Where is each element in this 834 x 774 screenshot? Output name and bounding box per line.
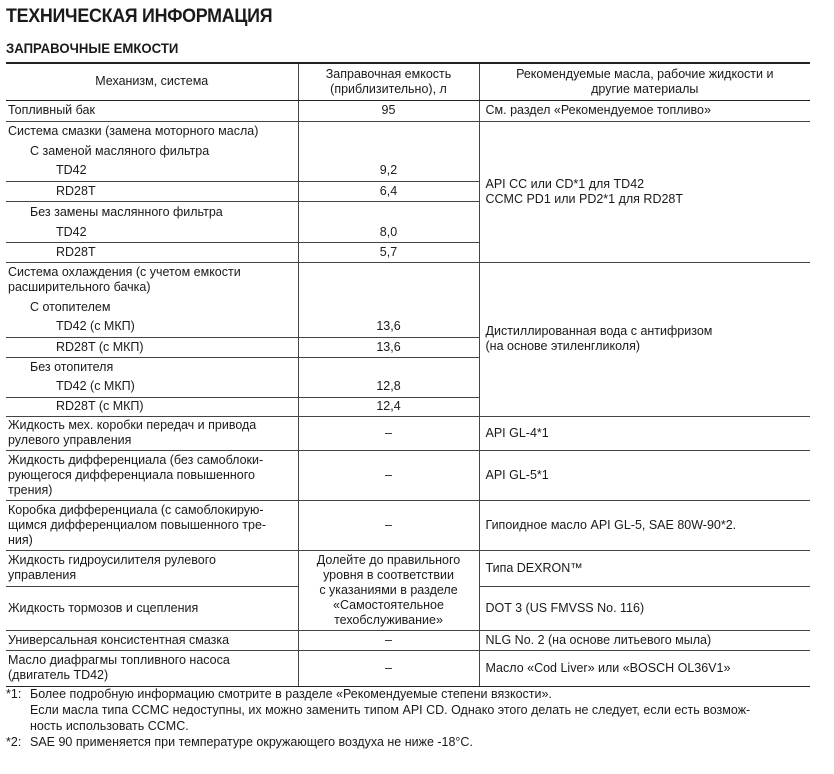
engine-label: RD28T [6,242,298,262]
differential-label: Жидкость дифференциала (без самоблоки- рующегося дифференциала повышенного трения) [6,450,298,500]
power-steering-label: Жидкость гидроусилителя рулевого управления [6,550,298,586]
grease-value: – [298,630,479,650]
lubrication-recommended: API CC или CD*1 для TD42 CCMC PD1 или PD2*1 для RD28T [479,121,810,262]
differential-value: – [298,450,479,500]
footnote-1 [6,686,821,734]
footnote-1-line: ность использовать CCMC. [30,719,189,733]
table-row [6,262,810,298]
capacity-value: 12,4 [298,397,479,416]
cooling-recommended: Дистиллированная вода с антифризом (на основе этиленгликоля) [479,262,810,416]
section-title: ЗАПРАВОЧНЫЕ ЕМКОСТИ [6,40,179,56]
cooling-with-heater: С отопителем [30,300,111,314]
engine-label: RD28T (с МКП) [6,397,298,416]
fuel-value: 95 [298,100,479,121]
fuel-label: Топливный бак [6,100,298,121]
capacity-value: 13,6 [298,337,479,357]
capacity-value: 6,4 [298,181,479,201]
cooling-without-heater: Без отопителя [30,359,114,374]
footnote-2-mark: *2: [6,735,22,749]
differential-recommended: API GL-5*1 [479,450,810,500]
lubrication-with-filter: С заменой масляного фильтра [30,143,210,158]
capacity-value: 12,8 [298,377,479,397]
footnote-1-mark: *1: [6,687,22,701]
footnote-1-line: Если масла типа CCMC недоступны, их можно заменить типом API CD. Однако этого делать не следует, если есть возмож- [30,703,751,717]
engine-label: TD42 (с МКП) [6,317,298,337]
lsd-value: – [298,500,479,550]
capacity-value: 8,0 [298,223,479,242]
lubrication-without-filter: Без замены маслянного фильтра [30,204,223,219]
table-row [6,121,810,141]
diaphragm-value: – [298,650,479,686]
lsd-label: Коробка дифференциала (с самоблокирую- щимся дифференциалом повышенного тре- ния) [6,500,298,550]
table-row [6,550,810,586]
table-row [6,450,810,500]
lsd-recommended: Гипоидное масло API GL-5, SAE 80W-90*2. [479,500,810,550]
capacity-value: 13,6 [298,317,479,337]
table-row [6,416,810,450]
header-mechanism: Механизм, система [6,64,298,100]
steering-brakes-capacity: Долейте до правильного уровня в соответствии с указаниями в разделе «Самостоятельное техобслуживание» [298,550,479,630]
footnote-2 [6,734,821,750]
cooling-label: Система охлаждения (с учетом емкости расширительного бачка) [8,265,241,295]
diaphragm-recommended: Масло «Cod Liver» или «BOSCH OL36V1» [479,650,810,686]
engine-label: TD42 (с МКП) [6,377,298,397]
table-row [6,650,810,686]
gearbox-value: – [298,416,479,450]
gearbox-label: Жидкость мех. коробки передач и привода рулевого управления [6,416,298,450]
footnotes [6,686,821,750]
capacity-value: 9,2 [298,161,479,181]
capacity-value: 5,7 [298,242,479,262]
header-recommended: Рекомендуемые масла, рабочие жидкости и другие материалы [479,64,810,100]
page-title: ТЕХНИЧЕСКАЯ ИНФОРМАЦИЯ [6,6,273,27]
table-row [6,630,810,650]
engine-label: RD28T [6,181,298,201]
table-row [6,500,810,550]
grease-recommended: NLG No. 2 (на основе литьевого мыла) [479,630,810,650]
fuel-recommended: См. раздел «Рекомендуемое топливо» [479,100,810,121]
footnote-1-line: Более подробную информацию смотрите в разделе «Рекомендуемые степени вязкости». [30,687,552,701]
footnote-2-line: SAE 90 применяется при температуре окружающего воздуха не ниже -18°C. [30,735,473,749]
brakes-recommended: DOT 3 (US FMVSS No. 116) [479,586,810,630]
table-row [6,100,810,121]
diaphragm-label: Масло диафрагмы топливного насоса (двигатель TD42) [6,650,298,686]
gearbox-recommended: API GL-4*1 [479,416,810,450]
power-steering-recommended: Типа DEXRON™ [479,550,810,586]
grease-label: Универсальная консистентная смазка [6,630,298,650]
capacities-table [6,62,810,687]
header-capacity: Заправочная емкость (приблизительно), л [298,64,479,100]
engine-label: TD42 [6,223,298,242]
table-header-row [6,64,810,100]
engine-label: RD28T (с МКП) [6,337,298,357]
lubrication-label: Система смазки (замена моторного масла) [8,123,259,138]
engine-label: TD42 [6,161,298,181]
brakes-label: Жидкость тормозов и сцепления [6,586,298,630]
